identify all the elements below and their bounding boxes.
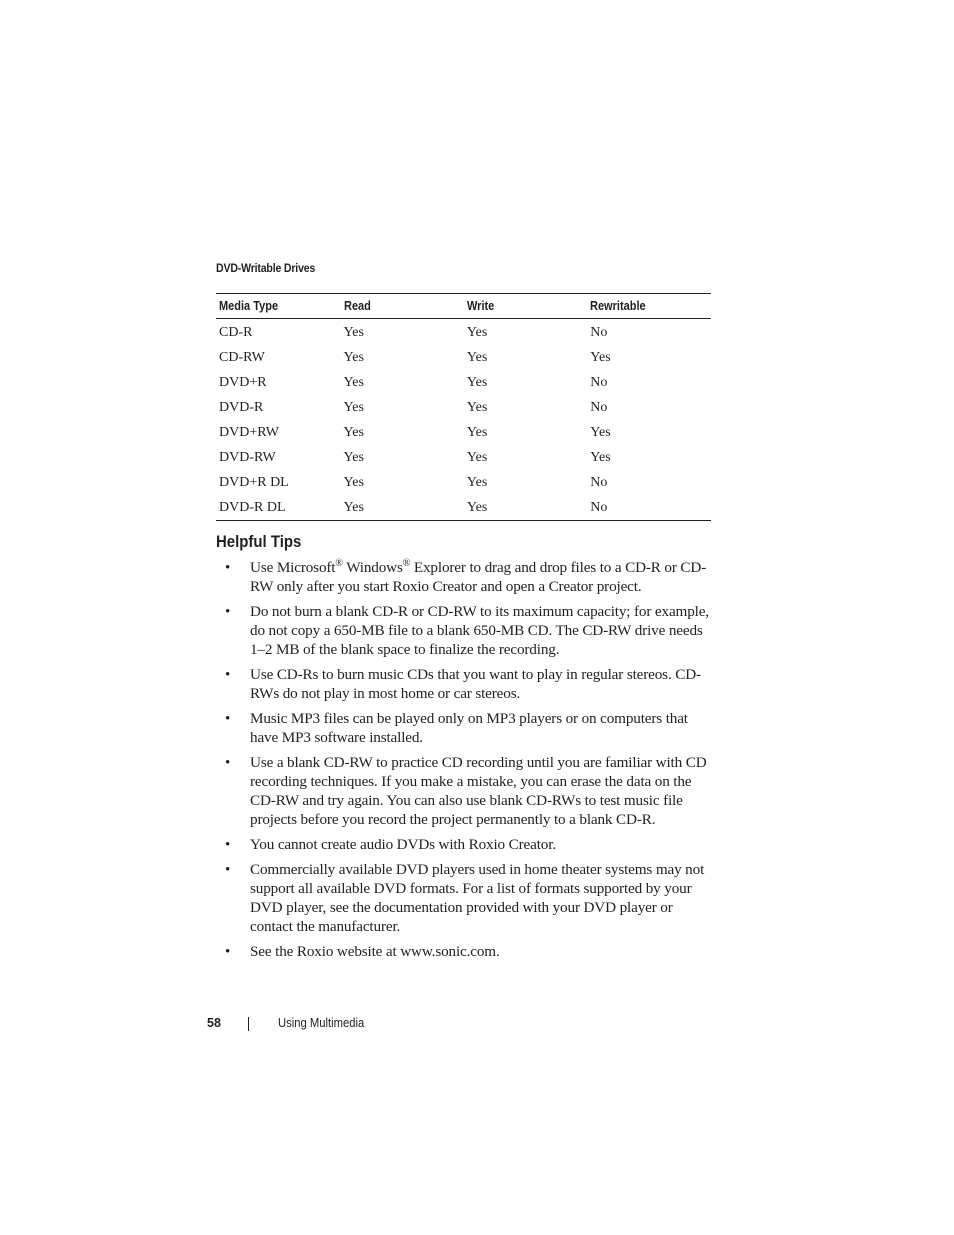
cell-read: Yes — [343, 474, 364, 490]
cell-rewritable: No — [590, 324, 608, 340]
cell-write: Yes — [466, 349, 488, 365]
tip-text: Use Microsoft — [250, 559, 336, 576]
cell-write: Yes — [466, 499, 488, 515]
header-rewritable: Rewritable — [590, 299, 646, 313]
cell-media-type: DVD-R — [219, 399, 264, 415]
table-row — [216, 470, 711, 495]
tip-text: See the Roxio website at — [250, 943, 401, 960]
header-write: Write — [466, 299, 495, 313]
website-link[interactable]: www.sonic.com — [400, 943, 496, 960]
cell-write: Yes — [466, 324, 488, 340]
cell-read: Yes — [343, 374, 364, 390]
table-row — [216, 445, 711, 470]
table-header-row — [216, 294, 711, 319]
list-item — [216, 709, 716, 747]
tip-text: Use CD-Rs to burn music CDs that you want to play in regular stereos. CD-RWs do not play in most home or car stereos. — [250, 666, 701, 702]
list-item — [216, 753, 716, 829]
tip-text: Windows — [342, 559, 403, 576]
table-caption: DVD-Writable Drives — [216, 261, 316, 275]
table-row — [216, 345, 711, 370]
bullet-icon: • — [225, 836, 231, 853]
header-read: Read — [343, 299, 371, 313]
page-number: 58 — [207, 1016, 221, 1030]
helpful-tips-list — [216, 558, 716, 967]
table-row — [216, 495, 711, 521]
cell-read: Yes — [343, 449, 364, 465]
list-item — [216, 602, 716, 659]
table-row — [216, 370, 711, 395]
cell-write: Yes — [466, 449, 488, 465]
table-row — [216, 319, 711, 346]
cell-rewritable: No — [590, 374, 608, 390]
bullet-icon: • — [225, 559, 231, 576]
tip-text: . — [495, 943, 500, 960]
section-heading-helpful-tips: Helpful Tips — [216, 532, 302, 551]
cell-read: Yes — [343, 349, 364, 365]
cell-write: Yes — [466, 374, 488, 390]
cell-rewritable: Yes — [590, 449, 611, 465]
cell-rewritable: No — [590, 499, 608, 515]
cell-media-type: CD-R — [219, 324, 253, 340]
dvd-writable-drives-table — [216, 293, 711, 521]
cell-media-type: DVD-RW — [219, 449, 276, 465]
bullet-icon: • — [225, 754, 231, 771]
cell-read: Yes — [343, 424, 364, 440]
bullet-icon: • — [225, 943, 231, 960]
tip-text: Music MP3 files can be played only on MP3 players or on computers that have MP3 software installed. — [250, 710, 688, 746]
tip-text: Explorer to drag and drop files to a CD-R or CD-RW only after you start Roxio Creator and open a Creator project. — [250, 559, 707, 595]
cell-rewritable: Yes — [590, 349, 611, 365]
table-row — [216, 395, 711, 420]
cell-read: Yes — [343, 399, 364, 415]
list-item — [216, 860, 716, 936]
cell-media-type: DVD+R DL — [219, 474, 289, 490]
tip-text: Commercially available DVD players used in home theater systems may not support all available DVD formats. For a list of formats supported by your DVD player, see the documentation provided with your DVD player or contact the manufacturer. — [250, 861, 705, 935]
bullet-icon: • — [225, 861, 231, 878]
cell-media-type: CD-RW — [219, 349, 265, 365]
tip-text: You cannot create audio DVDs with Roxio Creator. — [250, 836, 556, 853]
list-item — [216, 942, 716, 961]
cell-rewritable: Yes — [590, 424, 611, 440]
tip-text: Do not burn a blank CD-R or CD-RW to its maximum capacity; for example, do not copy a 650-MB file to a blank 650-MB CD. The CD-RW drive needs 1–2 MB of the blank space to finalize the recording. — [250, 603, 709, 658]
cell-media-type: DVD+R — [219, 374, 267, 390]
cell-media-type: DVD-R DL — [219, 499, 286, 515]
bullet-icon: • — [225, 666, 231, 683]
cell-rewritable: No — [590, 474, 608, 490]
cell-write: Yes — [466, 474, 488, 490]
cell-rewritable: No — [590, 399, 608, 415]
list-item — [216, 558, 716, 596]
cell-read: Yes — [343, 499, 364, 515]
tip-text: Use a blank CD-RW to practice CD recording until you are familiar with CD recording techniques. If you make a mistake, you can erase the data on the CD-RW and try again. You can also use blank CD-RWs to test music file projects before you record the project permanently to a blank CD-R. — [250, 754, 707, 828]
cell-write: Yes — [466, 424, 488, 440]
registered-mark: ® — [402, 558, 411, 569]
cell-media-type: DVD+RW — [219, 424, 280, 440]
bullet-icon: • — [225, 710, 231, 727]
cell-read: Yes — [343, 324, 364, 340]
registered-mark: ® — [335, 558, 343, 569]
cell-write: Yes — [466, 399, 488, 415]
list-item — [216, 665, 716, 703]
bullet-icon: • — [225, 603, 231, 620]
header-media-type: Media Type — [219, 299, 279, 313]
footer-divider — [248, 1017, 249, 1031]
footer-section-title: Using Multimedia — [278, 1016, 365, 1030]
list-item — [216, 835, 716, 854]
table-row — [216, 420, 711, 445]
